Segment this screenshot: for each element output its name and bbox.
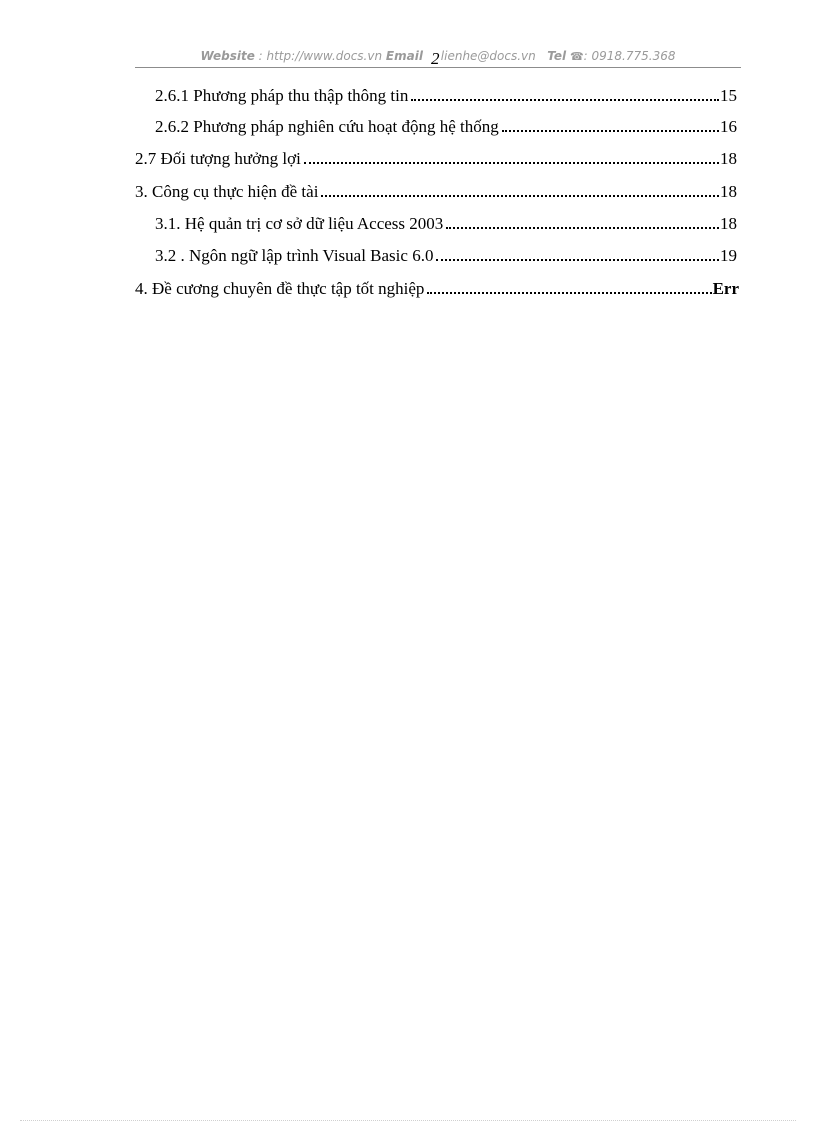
toc-entry-title: 2.7 Đối tượng hưởng lợi [135, 149, 301, 168]
page-number: 2 [431, 49, 440, 68]
toc-entry-page: 16 [720, 117, 737, 136]
toc-entry-title: 3.1. Hệ quản trị cơ sở dữ liệu Access 2003 [155, 214, 444, 233]
tel-label: Tel [547, 49, 567, 63]
toc-dot-leader [321, 195, 719, 197]
toc-entry-2-6-2[interactable] [155, 115, 737, 139]
email-value[interactable]: lienhe@docs.vn [440, 49, 536, 63]
website-label: Website [200, 49, 255, 63]
toc-entry-title: 4. Đề cương chuyên đề thực tập tốt nghiệp [135, 279, 425, 298]
toc-entry-title: 3.2 . Ngôn ngữ lập trình Visual Basic 6.0 [155, 246, 434, 265]
toc-entry-page: 18 [720, 182, 737, 201]
toc-entry-page: 19 [720, 246, 737, 265]
toc-entry-title: 3. Công cụ thực hiện đề tài [135, 182, 319, 201]
toc-entry-page-error: Err [712, 279, 739, 298]
phone-icon: ☎ [569, 50, 584, 63]
toc-entry-4[interactable] [135, 277, 739, 301]
tel-value: : 0918.775.368 [583, 49, 676, 63]
toc-entry-title: 2.6.1 Phương pháp thu thập thông tin [155, 86, 409, 105]
header-divider [135, 67, 741, 68]
toc-entry-3-2[interactable] [155, 244, 737, 268]
website-separator: : [254, 49, 267, 63]
toc-dot-leader [436, 259, 719, 261]
toc-entry-page: 18 [720, 149, 737, 168]
toc-entry-3-1[interactable] [155, 212, 737, 236]
toc-dot-leader [427, 292, 711, 294]
website-url[interactable]: http://www.docs.vn [266, 49, 383, 63]
toc-dot-leader [446, 227, 719, 229]
page-bottom-divider [20, 1120, 796, 1121]
toc-entry-3[interactable] [135, 180, 737, 204]
toc-dot-leader [502, 130, 719, 132]
email-label: Email [385, 49, 423, 63]
toc-entry-2-7[interactable] [135, 147, 737, 171]
toc-dot-leader [304, 162, 719, 164]
toc-entry-page: 18 [720, 214, 737, 233]
toc-entry-2-6-1[interactable] [155, 84, 737, 108]
toc-entry-page: 15 [720, 86, 737, 105]
toc-entry-title: 2.6.2 Phương pháp nghiên cứu hoạt động hệ thống [155, 117, 499, 136]
toc-dot-leader [411, 99, 719, 101]
